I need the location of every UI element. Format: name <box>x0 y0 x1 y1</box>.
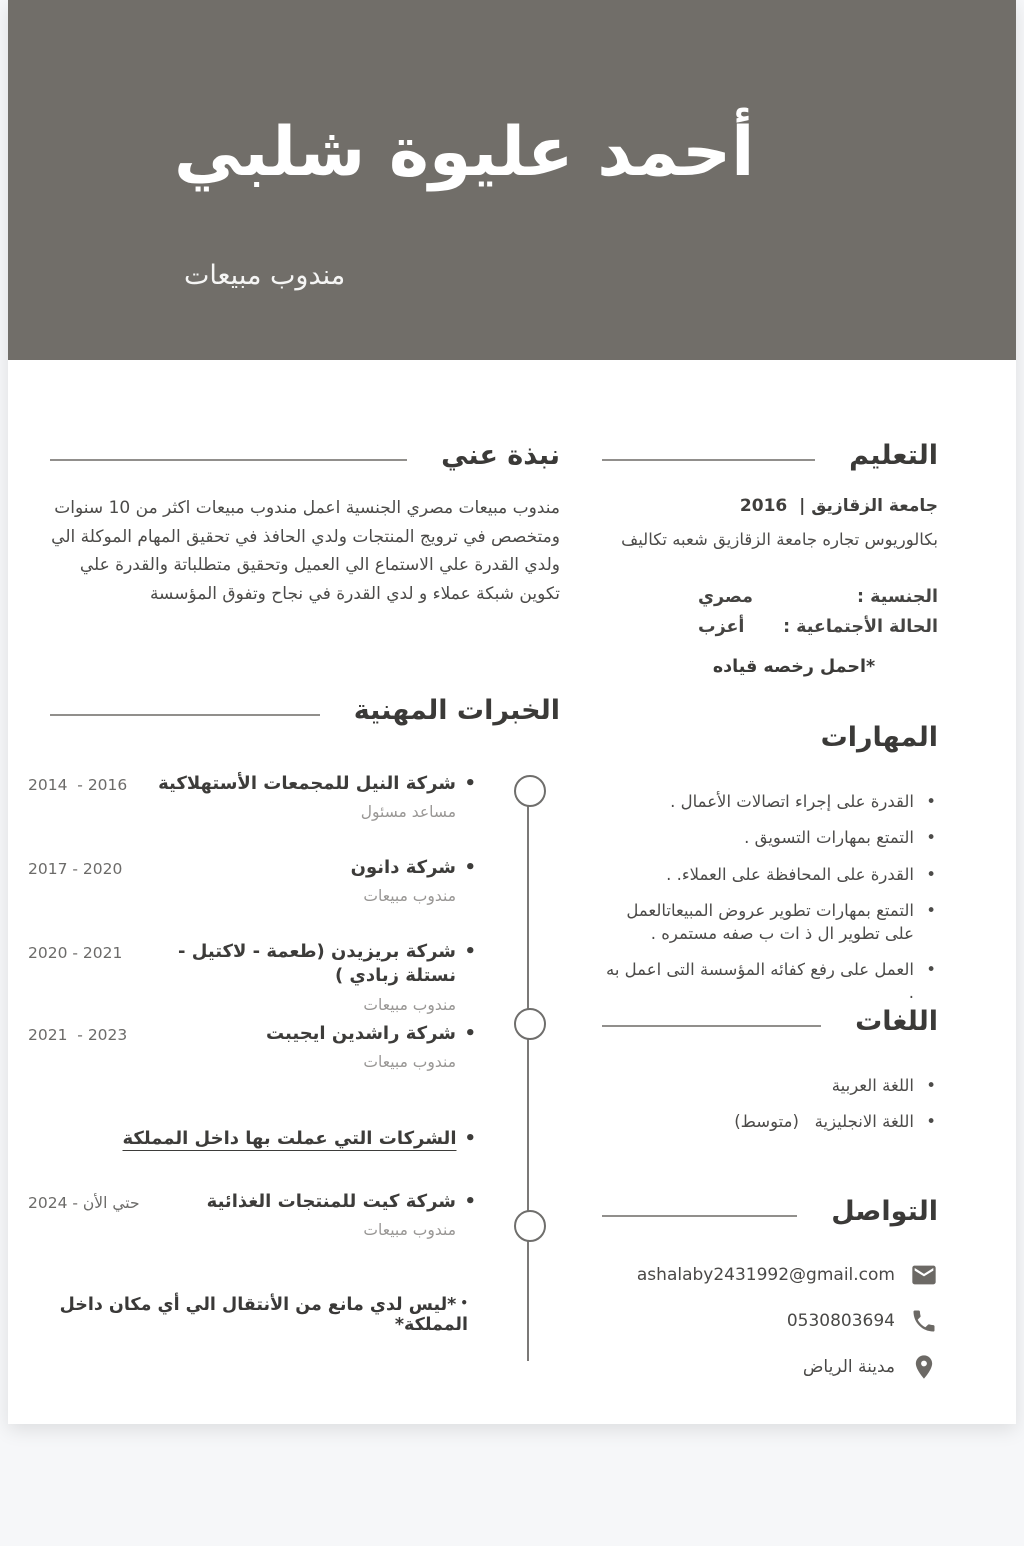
experience-dates: 2020 - 2021 <box>28 944 123 962</box>
experience-item <box>136 856 476 905</box>
person-job-title: مندوب مبيعات <box>184 260 346 291</box>
experience-item <box>136 940 476 1014</box>
education-heading: التعليم <box>849 440 938 471</box>
languages-list <box>602 1074 938 1133</box>
experience-heading: الخبرات المهنية <box>353 695 560 726</box>
skill-item: • العمل على رفع كفائه المؤسسة التى اعمل به . <box>602 958 938 1004</box>
languages-heading: اللغات <box>855 1006 938 1037</box>
person-name: أحمد عليوة شلبي <box>174 113 755 192</box>
timeline-line <box>527 789 529 1361</box>
contact-location: مدينة الرياض <box>802 1356 895 1377</box>
timeline-node <box>514 775 546 807</box>
section-experience <box>50 695 560 727</box>
skill-item: • التمتع بمهارات تطوير عروض المبيعاتالعمل على تطوير ال ذ ات ب صفه مستمره . <box>602 899 938 945</box>
skills-list <box>602 790 938 1004</box>
contact-email: ashalaby2431992@gmail.com <box>636 1264 895 1285</box>
personal-details <box>602 587 938 637</box>
relocation-note: • *ليس لدي مانع من الأنتقال الي أي مكان داخل المملكة* <box>28 1295 468 1335</box>
skill-item: • التمتع بمهارات التسويق . <box>602 826 938 849</box>
detail-row-nationality <box>698 587 938 607</box>
skills-heading: المهارات <box>820 722 938 753</box>
contact-row-phone <box>602 1304 938 1337</box>
experience-dates: 2014 - 2016 <box>28 776 128 794</box>
job-role: مندوب مبيعات <box>363 1053 456 1072</box>
skill-item: • القدرة على إجراء اتصالات الأعمال . <box>602 790 938 813</box>
bullet-dot: • <box>464 1128 476 1149</box>
section-languages <box>602 1006 938 1147</box>
education-school: جامعة الزقازيق | 2016 <box>739 496 938 517</box>
education-degree: بكالوريوس تجاره جامعة الزقازيق شعبه تكاليف <box>621 530 938 550</box>
contact-phone: 0530803694 <box>786 1310 895 1331</box>
experience-dates: 2017 - 2020 <box>28 860 123 878</box>
detail-row-marital-status <box>698 617 938 637</box>
header-banner <box>8 0 1016 360</box>
heading-rule <box>50 459 407 461</box>
experience-item <box>136 772 476 821</box>
skill-item: • القدرة على المحافظة على العملاء. . <box>602 863 938 886</box>
contact-row-email <box>602 1258 938 1291</box>
job-role: مساعد مسئول <box>360 803 456 822</box>
language-item: • اللغة الانجليزية (متوسط) <box>602 1110 938 1133</box>
heading-rule <box>50 714 320 716</box>
detail-value: أعزب <box>698 617 745 638</box>
detail-value: مصري <box>698 587 754 608</box>
kingdom-companies-text: الشركات التي عملت بها داخل المملكة <box>122 1128 457 1149</box>
company-name: • شركة النيل للمجمعات الأستهلاكية <box>136 772 476 796</box>
contact-heading: التواصل <box>831 1196 938 1227</box>
section-education <box>602 440 938 677</box>
experience-dates: 2024 - حتي الأن <box>28 1194 140 1212</box>
envelope-icon <box>910 1261 938 1289</box>
experience-item <box>136 1022 476 1071</box>
kingdom-companies-heading <box>56 1128 476 1149</box>
detail-label: الحالة الأجتماعية : <box>783 617 938 638</box>
job-role: مندوب مبيعات <box>363 887 456 906</box>
detail-label: الجنسية : <box>857 587 938 608</box>
section-about <box>50 440 560 609</box>
section-contact <box>602 1196 938 1396</box>
timeline-node <box>514 1008 546 1040</box>
job-role: مندوب مبيعات <box>363 995 456 1014</box>
section-skills <box>602 722 938 1017</box>
job-role: مندوب مبيعات <box>363 1221 456 1240</box>
language-item: • اللغة العربية <box>602 1074 938 1097</box>
contact-row-location <box>602 1350 938 1383</box>
about-heading: نبذة عني <box>441 440 560 471</box>
company-name: • شركة بريزيدن (طعمة - لاكتيل - نستلة زبادي ) <box>136 940 476 989</box>
timeline-node <box>514 1210 546 1242</box>
company-name: • شركة دانون <box>136 856 476 880</box>
location-pin-icon <box>910 1353 938 1381</box>
company-name: • شركة كيت للمنتجات الغذائية <box>136 1190 476 1214</box>
company-name: • شركة راشدين ايجيبت <box>136 1022 476 1046</box>
about-text: مندوب مبيعات مصري الجنسية اعمل مندوب مبيعات اكثر من 10 سنوات ومتخصص في ترويج المنتجات ولدي الحافذ في تحقيق المهام الموكلة الي ولدي القدرة علي الاستماع الي العميل وتحقيق متطلباتة والقدرة علي تكوين شبكة عملاء و لدي القدرة في نجاح وتفوق المؤسسة <box>51 498 560 605</box>
heading-rule <box>602 1025 821 1027</box>
heading-rule <box>602 459 815 461</box>
heading-rule <box>602 1215 797 1217</box>
driving-license-note: *احمل رخصه قياده <box>712 657 876 678</box>
phone-icon <box>910 1307 938 1335</box>
resume-page <box>8 0 1016 1424</box>
experience-dates: 2021 - 2023 <box>28 1026 128 1044</box>
experience-item <box>136 1190 476 1239</box>
